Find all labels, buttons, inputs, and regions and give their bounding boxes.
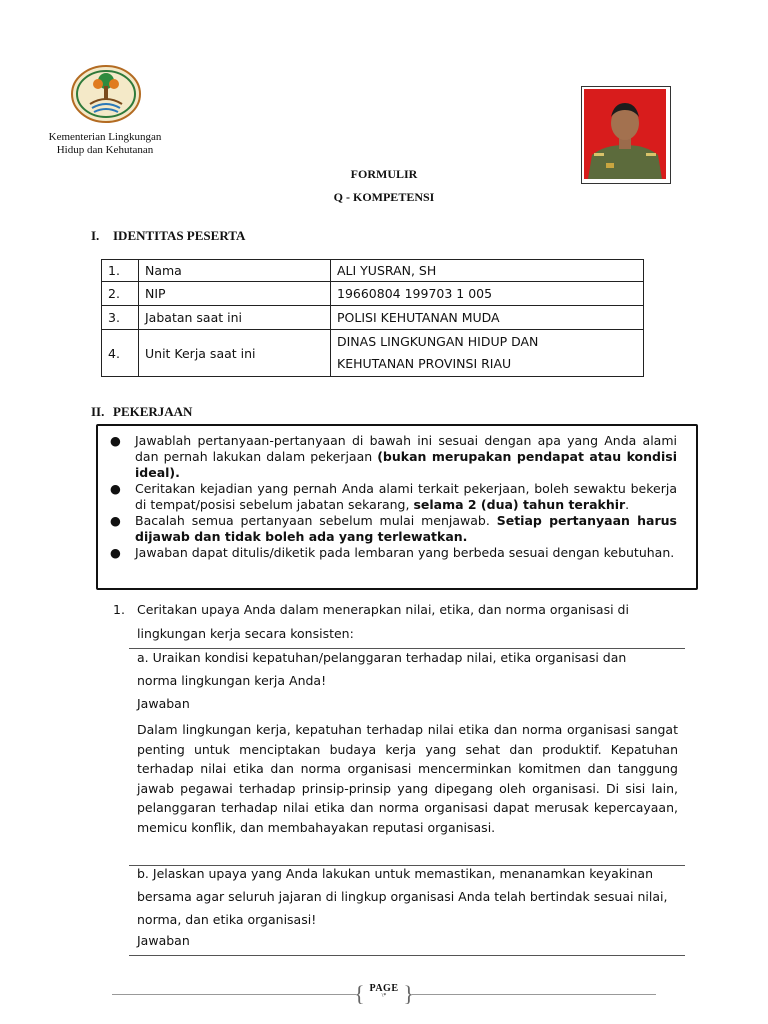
instruction-text: Jawablah pertanyaan-pertanyaan di bawah ini sesuai dengan apa yang Anda alami dan pernah lakukan dalam pekerjaan bbox=[135, 433, 677, 464]
row-label: Nama bbox=[139, 260, 331, 282]
bullet-icon: ● bbox=[110, 433, 121, 448]
value-line: DINAS LINGKUNGAN HIDUP DAN bbox=[337, 334, 539, 349]
instruction-item bbox=[110, 481, 677, 513]
row-value bbox=[331, 330, 644, 377]
divider-line bbox=[129, 955, 685, 956]
bullet-icon: ● bbox=[110, 481, 121, 496]
participant-photo bbox=[584, 89, 666, 179]
section-2-number: II. bbox=[91, 404, 105, 419]
instruction-bold: (bukan merupakan pendapat atau kondisi ideal). bbox=[135, 449, 677, 480]
table-row bbox=[102, 282, 644, 306]
instruction-bold: selama 2 (dua) tahun terakhir bbox=[413, 497, 626, 512]
instruction-text: Jawaban dapat ditulis/diketik pada lembaran yang berbeda sesuai dengan kebutuhan. bbox=[135, 545, 675, 560]
table-row bbox=[102, 260, 644, 282]
footer-line-left bbox=[112, 994, 356, 995]
question-1b-line-2: bersama agar seluruh jajaran di lingkup organisasi Anda telah bertindak sesuai nilai, bbox=[137, 889, 668, 904]
value-line: ALI YUSRAN, SH bbox=[337, 263, 437, 278]
instruction-bold: Setiap pertanyaan harus dijawab dan tidak boleh ada yang terlewatkan. bbox=[135, 513, 677, 544]
table-row bbox=[102, 330, 644, 377]
form-subtitle: Q - KOMPETENSI bbox=[333, 190, 435, 204]
instruction-item bbox=[110, 513, 677, 545]
ministry-line-1: Kementerian Lingkungan bbox=[48, 131, 162, 143]
value-line: KEHUTANAN PROVINSI RIAU bbox=[337, 356, 512, 371]
section-1-number: I. bbox=[91, 228, 100, 243]
bullet-icon: ● bbox=[110, 545, 121, 560]
row-number: 2. bbox=[102, 282, 139, 306]
form-title: FORMULIR bbox=[350, 167, 418, 181]
row-label: Jabatan saat ini bbox=[139, 306, 331, 330]
instruction-item bbox=[110, 545, 677, 561]
question-1-line-1: Ceritakan upaya Anda dalam menerapkan nilai, etika, dan norma organisasi di bbox=[137, 602, 629, 617]
section-2-title: PEKERJAAN bbox=[113, 404, 193, 419]
answer-1b-label: Jawaban bbox=[137, 933, 190, 948]
row-value bbox=[331, 306, 644, 330]
table-row bbox=[102, 306, 644, 330]
ministry-name bbox=[30, 131, 180, 157]
page-label: PAGE bbox=[369, 983, 399, 994]
value-line: POLISI KEHUTANAN MUDA bbox=[337, 310, 500, 325]
instruction-text: Bacalah semua pertanyaan sebelum mulai menjawab. bbox=[135, 513, 497, 528]
bullet-icon: ● bbox=[110, 513, 121, 528]
question-1b-line-3: norma, dan etika organisasi! bbox=[137, 912, 317, 927]
row-value bbox=[331, 260, 644, 282]
ministry-logo bbox=[70, 64, 142, 124]
identity-table bbox=[101, 259, 644, 377]
question-1a-line-1: a. Uraikan kondisi kepatuhan/pelanggaran terhadap nilai, etika organisasi dan bbox=[137, 650, 627, 665]
answer-1a-text: Dalam lingkungan kerja, kepatuhan terhadap nilai etika dan norma organisasi sangat penting untuk menciptakan budaya kerja yang sehat dan produktif. Kepatuhan terhadap nilai etika dan norma organisasi mencerminkan komitmen dan tanggung jawab pegawai terhadap prinsip-prinsip yang dipegang oleh organisasi. Di sisi lain, pelanggaran terhadap nilai etika dan norma organisasi dapat merusak kepercayaan, memicu konflik, dan membahayakan reputasi organisasi. bbox=[137, 722, 678, 835]
section-1-title: IDENTITAS PESERTA bbox=[113, 228, 246, 243]
instruction-item bbox=[110, 433, 677, 481]
divider-line bbox=[129, 648, 685, 649]
row-number: 4. bbox=[102, 330, 139, 377]
row-number: 1. bbox=[102, 260, 139, 282]
question-1-line-2: lingkungan kerja secara konsisten: bbox=[137, 626, 354, 641]
instruction-after: . bbox=[625, 497, 630, 512]
value-line: 19660804 199703 1 005 bbox=[337, 286, 493, 301]
answer-1a-label: Jawaban bbox=[137, 696, 190, 711]
question-1b-line-1: b. Jelaskan upaya yang Anda lakukan untuk memastikan, menanamkan keyakinan bbox=[137, 866, 653, 881]
row-number: 3. bbox=[102, 306, 139, 330]
footer-line-right bbox=[412, 994, 656, 995]
instructions-list bbox=[110, 433, 677, 561]
right-brace-icon: } bbox=[403, 981, 414, 1006]
question-1-number: 1. bbox=[113, 602, 125, 617]
page-number-box bbox=[356, 983, 412, 1005]
row-value bbox=[331, 282, 644, 306]
left-brace-icon: { bbox=[354, 981, 365, 1006]
row-label: NIP bbox=[139, 282, 331, 306]
row-label: Unit Kerja saat ini bbox=[139, 330, 331, 377]
instruction-text: Ceritakan kejadian yang pernah Anda alami terkait pekerjaan, boleh sewaktu bekerja di tempat/posisi sebelum jabatan sekarang, bbox=[135, 481, 677, 512]
page-number: \* bbox=[381, 993, 387, 999]
question-1a-line-2: norma lingkungan kerja Anda! bbox=[137, 673, 327, 688]
ministry-line-2: Hidup dan Kehutanan bbox=[56, 144, 154, 156]
